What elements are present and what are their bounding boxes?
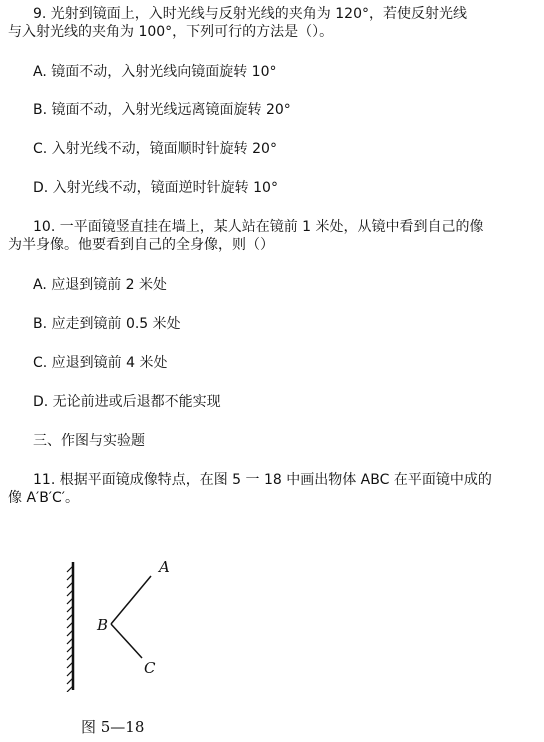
point-c-label: C [144,659,156,677]
q9-option-c: C. 入射光线不动，镜面顺时针旋转 20° [33,141,277,157]
object-abc [111,576,151,658]
q11-stem-line2: 像 A′B′C′。 [8,490,79,506]
q9-stem-line1: 9. 光射到镜面上，入时光线与反射光线的夹角为 120°，若使反射光线 [33,6,467,22]
q10-stem-line2: 为半身像。他要看到自己的全身像，则（） [8,237,274,253]
q9-option-b: B. 镜面不动，入射光线远离镜面旋转 20° [33,102,291,118]
section3-title: 三、作图与实验题 [33,433,145,449]
q10-stem-line1: 10. 一平面镜竖直挂在墙上，某人站在镜前 1 米处，从镜中看到自己的像 [33,219,484,235]
q9-stem-line2: 与入射光线的夹角为 100°，下列可行的方法是（）。 [8,24,334,40]
q11-stem-line1: 11. 根据平面镜成像特点，在图 5 一 18 中画出物体 ABC 在平面镜中成的 [33,472,492,488]
q9-option-d: D. 入射光线不动，镜面逆时针旋转 10° [33,180,278,196]
q10-option-d: D. 无论前进或后退都不能实现 [33,394,221,410]
q10-option-b: B. 应走到镜前 0.5 米处 [33,316,181,332]
q10-option-a: A. 应退到镜前 2 米处 [33,277,168,293]
point-b-label: B [97,616,109,634]
point-a-label: A [159,558,170,576]
figure-caption: 图 5—18 [81,718,145,736]
mirror-figure [60,552,200,692]
q9-option-a: A. 镜面不动，入射光线向镜面旋转 10° [33,64,277,80]
plane-mirror [67,562,73,692]
q10-option-c: C. 应退到镜前 4 米处 [33,355,168,371]
